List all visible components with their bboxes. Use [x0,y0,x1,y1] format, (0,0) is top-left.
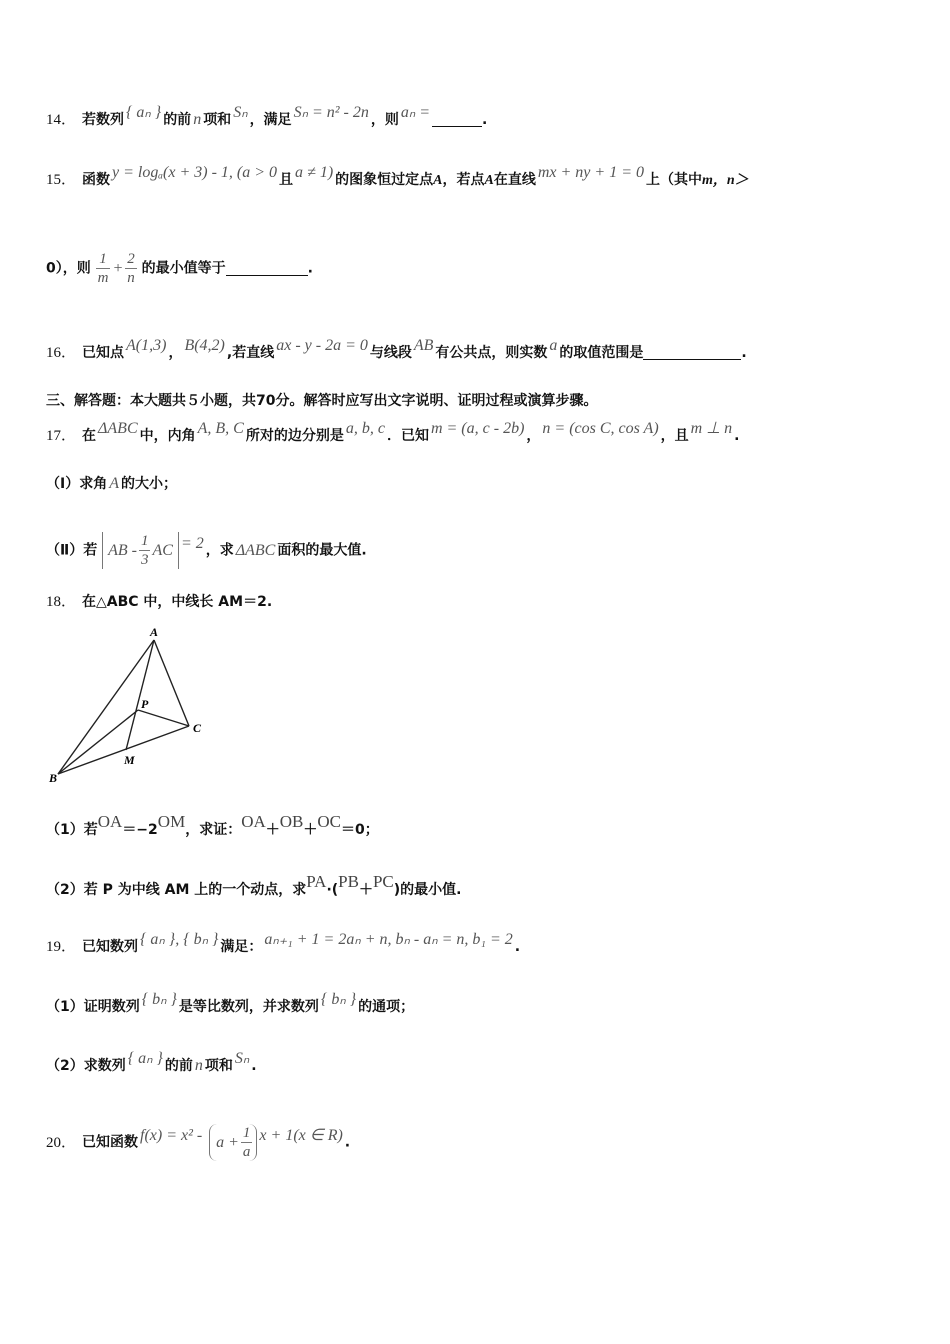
fraction: $\frac{1}{3}$ [140,533,149,568]
question-19: 19． 已知数列 { aₙ }, { bₙ } 满足： aₙ₊₁ + 1 = 2aₙ + n, bₙ - aₙ = n, b₁ = 2 . [46,931,521,955]
label-C: C [193,721,202,735]
answer-blank [643,345,741,360]
question-15-continued: 0），则 $\frac{1}{m}$ + $\frac{2}{n}$ 的最小值等于 . [46,251,313,286]
segment-PC [138,710,189,726]
fraction: $\frac{1}{a}$ [242,1125,251,1160]
question-20: 20． 已知函数 f(x) = x² - a + $\frac{1}{a}$ x + 1(x ∈ R) . [46,1125,351,1160]
parenthesized-expression: a + $\frac{1}{a}$ [209,1124,257,1161]
label-P: P [141,697,149,711]
question-number: 20． [46,1134,77,1151]
fraction: $\frac{2}{n}$ [127,251,135,286]
question-17-part-2: （Ⅱ）若 AB - $\frac{1}{3}$ AC = 2 ，求 ΔABC 面积的最大值. [46,533,367,568]
section-heading: 三、解答题：本大题共５小题，共70分。解答时应写出文字说明、证明过程或演算步骤。 [46,393,598,409]
label-A: A [150,625,159,639]
edge-AB [58,640,154,774]
question-18-part-1: （1）若OA＝−2OM，求证：OA＋OB＋OC＝0； [46,812,379,838]
question-number: 15． [46,172,77,188]
question-number: 14． [46,112,77,128]
fraction: $\frac{1}{m}$ [97,251,109,286]
triangle-figure [46,622,226,792]
question-number: 17． [46,428,77,444]
question-18: 18． 在△ABC 中，中线长 AM＝2. [46,594,273,610]
question-16: 16． 已知点 A(1,3) ， B(4,2) ,若直线 ax - y - 2a = 0 与线段 AB 有公共点，则实数 a 的取值范围是 . [46,337,747,361]
label-M: M [124,753,135,767]
question-15: 15． 函数 y = logₐ(x + 3) - 1, (a > 0 且 a ≠ 1) 的图象恒过定点A，若点A在直线 mx + ny + 1 = 0 上（其中m，n＞ [46,164,749,188]
question-number: 19． [46,939,77,955]
question-number: 18． [46,594,77,610]
question-14: 14． 若数列 { aₙ } 的前 n 项和 Sₙ ，满足 Sₙ = n² - 2n ，则 aₙ = . [46,104,488,128]
answer-blank [432,112,482,127]
question-17: 17． 在 ΔABC 中，内角 A, B, C 所对的边分别是 a, b, c ．已知 m = (a, c - 2b) ， n = (cos C, cos A) ，且 m ⊥ n . [46,420,740,444]
answer-blank [226,261,308,276]
question-19-part-1: （1）证明数列 { bₙ } 是等比数列，并求数列 { bₙ } 的通项； [46,991,415,1015]
median-AM [126,640,154,750]
question-18-part-2: （2）若 P 为中线 AM 上的一个动点，求PA·(PB＋PC)的最小值. [46,872,462,898]
label-B: B [49,771,58,785]
question-number: 16． [46,345,77,361]
question-19-part-2: （2）求数列 { aₙ } 的前 n 项和 Sₙ . [46,1050,257,1074]
question-17-part-1: （Ⅰ）求角 A 的大小； [46,475,177,492]
absolute-value: AB - $\frac{1}{3}$ AC [102,532,179,569]
edge-AC [154,640,189,726]
